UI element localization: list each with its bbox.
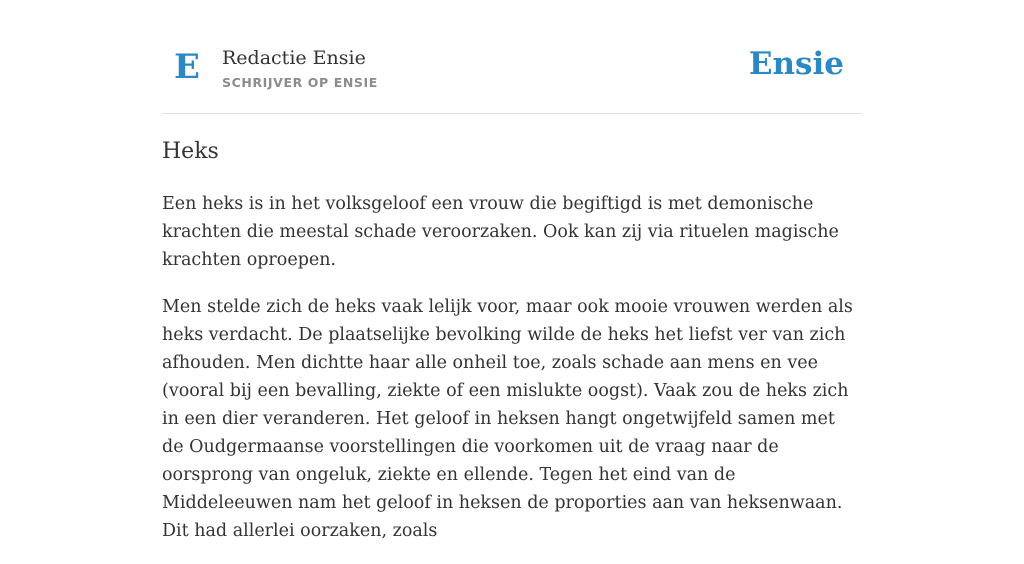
ensie-logo[interactable]: Ensie: [748, 46, 844, 82]
page-container: [162, 0, 862, 541]
author-name[interactable]: Redactie Ensie: [222, 47, 366, 69]
article-title: Heks: [162, 139, 219, 164]
author-role: SCHRIJVER OP ENSIE: [222, 75, 378, 90]
article-body: [162, 190, 862, 564]
article-header: [162, 0, 862, 114]
author-avatar[interactable]: E: [174, 47, 200, 87]
article-paragraph: Men stelde zich de heks vaak lelijk voor, maar ook mooie vrouwen werden als heks verdacht. De plaatselijke bevolking wilde de heks het liefst ver van zich afhouden. Men dichtte haar alle onheil toe, zoals schade aan mens en vee (vooral bij een bevalling, ziekte of een mislukte oogst). Vaak zou de heks zich in een dier veranderen. Het geloof in heksen hangt ongetwijfeld samen met de Oudgermaanse voorstellingen die voorkomen uit de vraag naar de oorsprong van ongeluk, ziekte en ellende. Tegen het eind van de Middeleeuwen nam het geloof in heksen de proporties aan van heksenwaan. Dit had allerlei oorzaken, zoals: [162, 297, 853, 541]
article-paragraph: Een heks is in het volksgeloof een vrouw die begiftigd is met demonische krachten die meestal schade veroorzaken. Ook kan zij via rituelen magische krachten oproepen.: [162, 194, 839, 270]
